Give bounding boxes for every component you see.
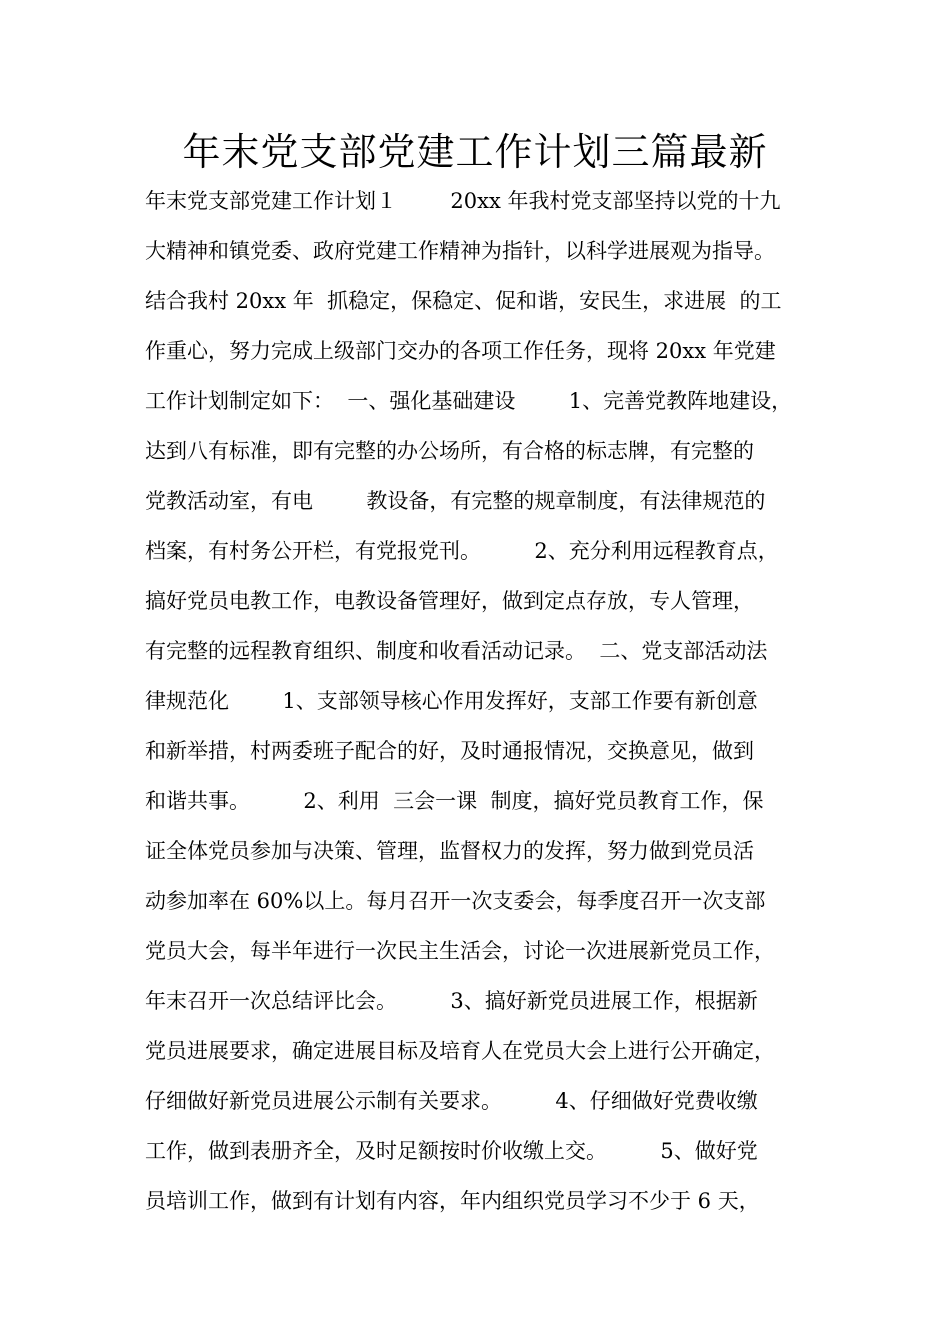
body-line: 大精神和镇党委、政府党建工作精神为指针，以科学进展观为指导。 <box>145 239 775 263</box>
body-line: 工作，做到表册齐全，及时足额按时价收缴上交。 5、做好党 <box>145 1139 758 1163</box>
body-line: 和新举措，村两委班子配合的好，及时通报情况，交换意见，做到 <box>145 739 754 763</box>
body-line: 党员进展要求，确定进展目标及培育人在党员大会上进行公开确定， <box>145 1039 775 1063</box>
body-line: 工作计划制定如下： 一、强化基础建设 1、完善党教阵地建设， <box>145 389 793 413</box>
body-line: 有完整的远程教育组织、制度和收看活动记录。 二、党支部活动法 <box>145 639 768 663</box>
body-line: 动参加率在 60%以上。每月召开一次支委会，每季度召开一次支部 <box>145 889 766 913</box>
body-line: 证全体党员参加与决策、管理，监督权力的发挥，努力做到党员活 <box>145 839 754 863</box>
document-title: 年末党支部党建工作计划三篇最新 <box>182 130 768 174</box>
body-line: 员培训工作，做到有计划有内容，年内组织党员学习不少于 6 天， <box>145 1189 760 1213</box>
body-line: 仔细做好新党员进展公示制有关要求。 4、仔细做好党费收缴 <box>145 1089 758 1113</box>
body-line: 搞好党员电教工作，电教设备管理好，做到定点存放，专人管理， <box>145 589 754 613</box>
body-line: 档案，有村务公开栏，有党报党刊。 2、充分利用远程教育点， <box>145 539 779 563</box>
document-body <box>145 176 835 1226</box>
body-line: 年末召开一次总结评比会。 3、搞好新党员进展工作，根据新 <box>145 989 758 1013</box>
body-line: 党员大会，每半年进行一次民主生活会，讨论一次进展新党员工作， <box>145 939 775 963</box>
body-line: 结合我村 20xx 年 抓稳定，保稳定、促和谐，安民生，求进展 的工 <box>145 289 782 313</box>
body-line: 年末党支部党建工作计划１ 20xx 年我村党支部坚持以党的十九 <box>145 189 781 213</box>
body-line: 和谐共事。 2、利用 三会一课 制度，搞好党员教育工作，保 <box>145 789 764 813</box>
body-line: 党教活动室，有电 教设备，有完整的规章制度，有法律规范的 <box>145 489 766 513</box>
body-line: 达到八有标准，即有完整的办公场所，有合格的标志牌，有完整的 <box>145 439 754 463</box>
body-line: 律规范化 1、支部领导核心作用发挥好，支部工作要有新创意 <box>145 689 758 713</box>
body-line: 作重心，努力完成上级部门交办的各项工作任务，现将 20xx 年党建 <box>145 339 776 363</box>
